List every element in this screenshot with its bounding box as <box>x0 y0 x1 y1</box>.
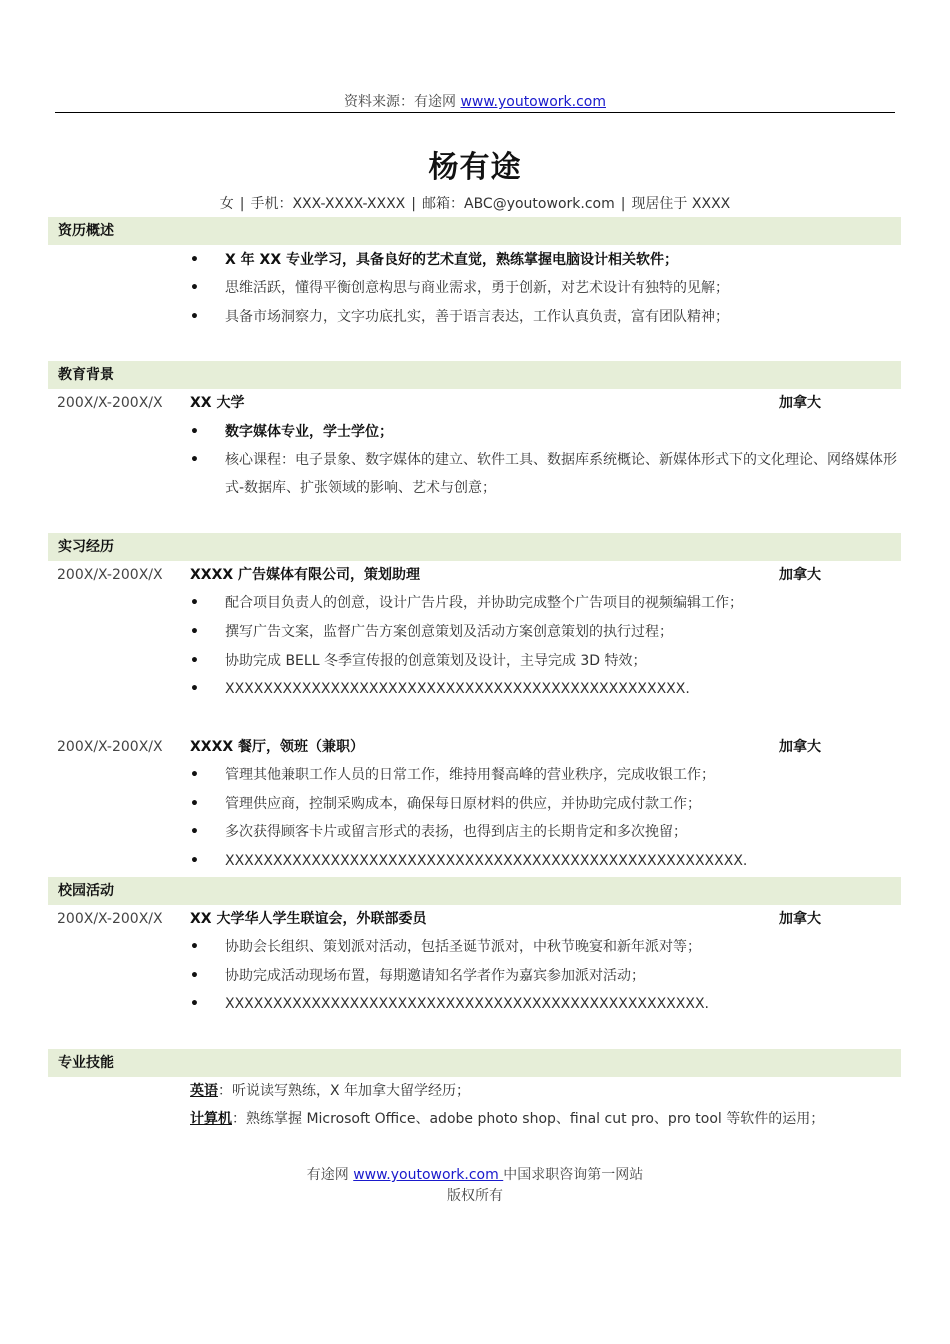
bullet-icon: • <box>190 996 199 1012</box>
footer-prefix: 有途网 <box>306 1167 354 1183</box>
internship-item: • 撰写广告文案，监督广告方案创意策划及活动方案创意策划的执行过程； <box>190 618 900 646</box>
education-item: • 数字媒体专业，学士学位； <box>190 418 900 446</box>
summary-item: • 思维活跃，懂得平衡创意构思与商业需求，勇于创新，对艺术设计有独特的见解； <box>190 274 900 302</box>
education-item: • 核心课程：电子景象、数字媒体的建立、软件工具、数据库系统概论、新媒体形式下的文化理论、网络媒体形式-数据库、扩张领域的影响、艺术与创意； <box>190 446 900 502</box>
bullet-icon: • <box>190 653 199 669</box>
header-divider <box>55 112 895 113</box>
education-date: 200X/X-200X/X <box>57 395 163 411</box>
bullet-icon: • <box>190 767 199 783</box>
education-location: 加拿大 <box>779 395 821 411</box>
bullet-icon: • <box>190 853 199 869</box>
section-education-heading: 教育背景 <box>48 361 901 389</box>
phone: 手机：XXX-XXXX-XXXX <box>250 196 406 212</box>
footer-link[interactable]: www.youtowork.com <box>353 1167 504 1183</box>
section-campus-heading: 校园活动 <box>48 877 901 905</box>
bullet-icon: • <box>190 681 199 697</box>
residence: 现居住于 XXXX <box>631 196 731 212</box>
campus-item: • 协助完成活动现场布置，每期邀请知名学者作为嘉宾参加派对活动； <box>190 962 900 990</box>
email: 邮箱：ABC@youtowork.com <box>422 196 615 212</box>
skill-english <box>190 1077 470 1105</box>
bullet-icon: • <box>190 796 199 812</box>
internship-item: • 管理供应商，控制采购成本，确保每日原材料的供应，并协助完成付款工作； <box>190 790 900 818</box>
source-line <box>0 91 950 111</box>
bullet-icon: • <box>190 424 199 440</box>
internship-item: • XXXXXXXXXXXXXXXXXXXXXXXXXXXXXXXXXXXXXXXXXXXXXXXXXXXXXX. <box>190 847 900 875</box>
bullet-icon: • <box>190 309 199 325</box>
bullet-icon: • <box>190 968 199 984</box>
internship-title: XXXX 餐厅，领班（兼职） <box>190 739 365 755</box>
internship-date: 200X/X-200X/X <box>57 739 163 755</box>
contact-line <box>0 193 950 213</box>
internship-title: XXXX 广告媒体有限公司，策划助理 <box>190 567 421 583</box>
gender: 女 <box>219 196 234 212</box>
footer-suffix: 中国求职咨询第一网站 <box>503 1167 644 1183</box>
internship-location: 加拿大 <box>779 739 821 755</box>
campus-location: 加拿大 <box>779 911 821 927</box>
internship-item: • 多次获得顾客卡片或留言形式的表扬，也得到店主的长期肯定和多次挽留； <box>190 818 900 846</box>
summary-item: • 具备市场洞察力，文字功底扎实，善于语言表达，工作认真负责，富有团队精神； <box>190 303 900 331</box>
bullet-icon: • <box>190 252 199 268</box>
source-prefix: 资料来源：有途网 <box>344 94 461 110</box>
contact-separator: | <box>411 196 416 212</box>
bullet-icon: • <box>190 452 199 468</box>
internship-item: • 管理其他兼职工作人员的日常工作，维持用餐高峰的营业秩序，完成收银工作； <box>190 761 900 789</box>
internship-item: • XXXXXXXXXXXXXXXXXXXXXXXXXXXXXXXXXXXXXXXXXXXXXXXX. <box>190 675 900 703</box>
campus-item: • 协助会长组织、策划派对活动，包括圣诞节派对，中秋节晚宴和新年派对等； <box>190 933 900 961</box>
bullet-icon: • <box>190 280 199 296</box>
internship-location: 加拿大 <box>779 567 821 583</box>
skill-english-label: 英语 <box>190 1083 218 1099</box>
resume-name: 杨有途 <box>428 150 522 185</box>
campus-date: 200X/X-200X/X <box>57 911 163 927</box>
source-link[interactable]: www.youtowork.com <box>460 94 606 110</box>
campus-org: XX 大学华人学生联谊会，外联部委员 <box>190 911 427 927</box>
education-school: XX 大学 <box>190 395 245 411</box>
internship-item: • 协助完成 BELL 冬季宣传报的创意策划及设计，主导完成 3D 特效； <box>190 647 900 675</box>
skill-computer-text: ：熟练掌握 Microsoft Office、adobe photo shop、final cut pro、pro tool 等软件的运用； <box>232 1111 825 1127</box>
skill-computer-label: 计算机 <box>190 1111 232 1127</box>
campus-item: • XXXXXXXXXXXXXXXXXXXXXXXXXXXXXXXXXXXXXXXXXXXXXXXXXX. <box>190 990 900 1018</box>
section-internship-heading: 实习经历 <box>48 533 901 561</box>
skill-english-text: ：听说读写熟练，X 年加拿大留学经历； <box>218 1083 471 1099</box>
internship-date: 200X/X-200X/X <box>57 567 163 583</box>
bullet-icon: • <box>190 939 199 955</box>
footer-rights: 版权所有 <box>447 1188 503 1204</box>
bullet-icon: • <box>190 624 199 640</box>
section-summary-heading: 资历概述 <box>48 217 901 245</box>
section-skills-heading: 专业技能 <box>48 1049 901 1077</box>
summary-item: • X 年 XX 专业学习，具备良好的艺术直觉，熟练掌握电脑设计相关软件； <box>190 246 900 274</box>
skill-computer <box>190 1105 824 1133</box>
bullet-icon: • <box>190 824 199 840</box>
internship-item: • 配合项目负责人的创意，设计广告片段，并协助完成整个广告项目的视频编辑工作； <box>190 589 900 617</box>
contact-separator: | <box>239 196 245 212</box>
footer-line <box>0 1164 950 1184</box>
bullet-icon: • <box>190 595 199 611</box>
contact-separator: | <box>620 196 626 212</box>
